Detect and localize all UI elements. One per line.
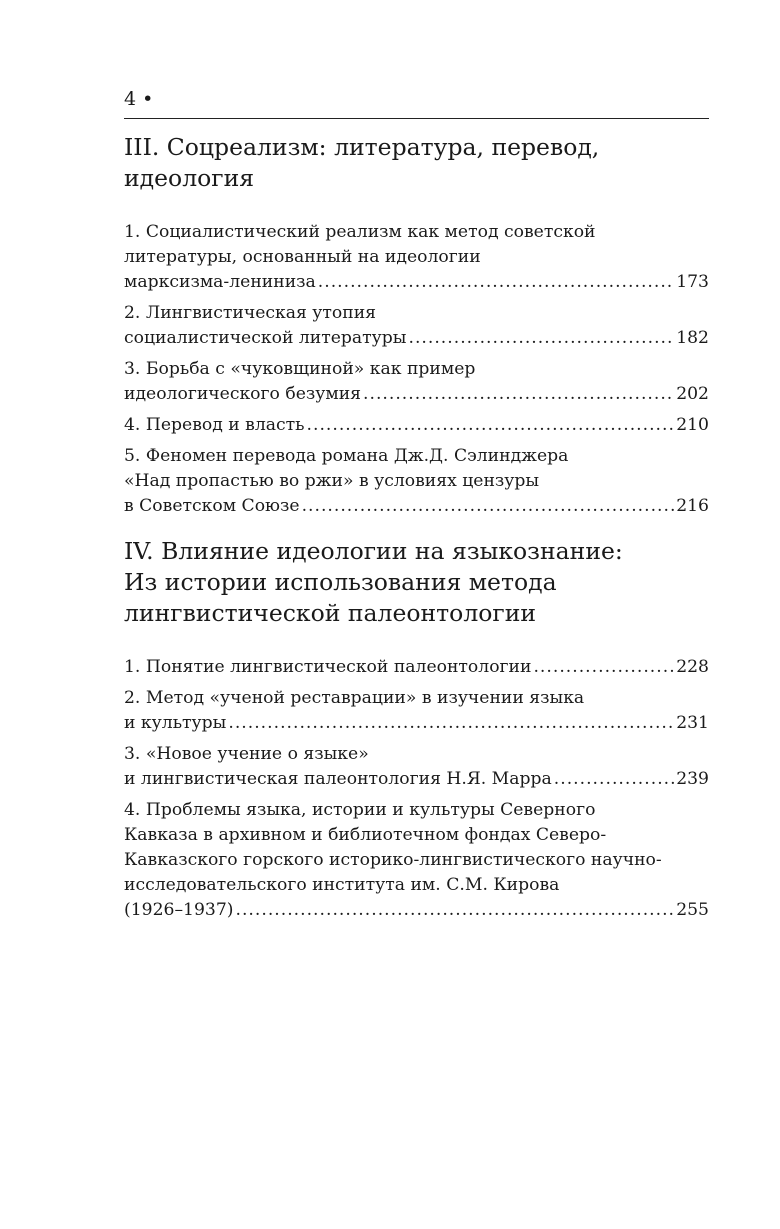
entry-line: 3. Борьба с «чуковщиной» как пример [124, 359, 476, 379]
toc-entry[interactable] [124, 220, 709, 295]
entry-last-line [124, 711, 709, 736]
dot-leader [307, 413, 675, 438]
dot-leader [228, 711, 674, 736]
dot-leader [302, 494, 675, 519]
entry-page-number: 255 [676, 900, 709, 920]
entry-text: 4. Перевод и власть [124, 415, 305, 435]
toc-entry[interactable] [124, 686, 709, 736]
entry-text: (1926–1937) [124, 900, 234, 920]
entry-text: 1. Понятие лингвистической палеонтологии [124, 657, 532, 677]
entry-text: идеологического безумия [124, 384, 362, 404]
dot-leader [533, 655, 674, 680]
toc-entry[interactable] [124, 655, 709, 680]
entry-line: литературы, основанный на идеологии [124, 247, 481, 267]
entry-line: «Над пропастью во ржи» в условиях цензуры [124, 471, 540, 491]
entry-line: Кавказа в архивном и библиотечном фондах Северо- [124, 825, 607, 845]
dot-leader [363, 382, 674, 407]
section-title [124, 536, 709, 629]
toc-entry[interactable] [124, 413, 709, 438]
dot-leader [318, 270, 674, 295]
entry-page-number: 182 [676, 328, 709, 348]
entry-line: исследовательского института им. С.М. Кирова [124, 875, 560, 895]
entry-last-line [124, 413, 709, 438]
page-header [124, 86, 709, 119]
entry-last-line [124, 898, 709, 923]
entry-last-line [124, 494, 709, 519]
entry-page-number: 228 [676, 657, 709, 677]
entry-text: и лингвистическая палеонтология Н.Я. Марра [124, 769, 552, 789]
entry-page-number: 216 [676, 496, 709, 516]
entry-page-number: 239 [676, 769, 709, 789]
entry-last-line [124, 270, 709, 295]
section-title-text: III. Соцреализм: литература, перевод, идеология [124, 133, 600, 192]
entry-text: в Советском Союзе [124, 496, 300, 516]
entry-page-number: 210 [676, 415, 709, 435]
toc-section-4 [124, 536, 709, 929]
toc-entry[interactable] [124, 444, 709, 519]
entry-line: 3. «Новое учение о языке» [124, 744, 369, 764]
entry-text: социалистической литературы [124, 328, 407, 348]
entry-line: 5. Феномен перевода романа Дж.Д. Сэлинджера [124, 446, 569, 466]
toc-entry[interactable] [124, 301, 709, 351]
dot-leader [236, 898, 675, 923]
section-title [124, 132, 709, 194]
entry-line: 2. Лингвистическая утопия [124, 303, 377, 323]
entry-line: 4. Проблемы языка, истории и культуры Северного [124, 800, 596, 820]
entry-page-number: 202 [676, 384, 709, 404]
toc-entry[interactable] [124, 742, 709, 792]
toc-section-3 [124, 132, 709, 525]
entry-last-line [124, 382, 709, 407]
page-number: 4 • [124, 88, 154, 110]
entry-text: марксизма-лениниза [124, 272, 316, 292]
section-title-line: Из истории использования метода [124, 568, 557, 596]
entry-page-number: 173 [676, 272, 709, 292]
entry-text: и культуры [124, 713, 227, 733]
toc-entry[interactable] [124, 357, 709, 407]
entry-last-line [124, 655, 709, 680]
entry-page-number: 231 [676, 713, 709, 733]
dot-leader [554, 767, 674, 792]
section-title-line: IV. Влияние идеологии на языкознание: [124, 537, 623, 565]
entry-last-line [124, 767, 709, 792]
entry-line: Кавказского горского историко-лингвистического научно- [124, 850, 662, 870]
entry-last-line [124, 326, 709, 351]
entry-line: 1. Социалистический реализм как метод советской [124, 222, 596, 242]
entry-line: 2. Метод «ученой реставрации» в изучении языка [124, 688, 585, 708]
toc-entry[interactable] [124, 798, 709, 923]
section-title-line: лингвистической палеонтологии [124, 599, 537, 627]
dot-leader [408, 326, 674, 351]
